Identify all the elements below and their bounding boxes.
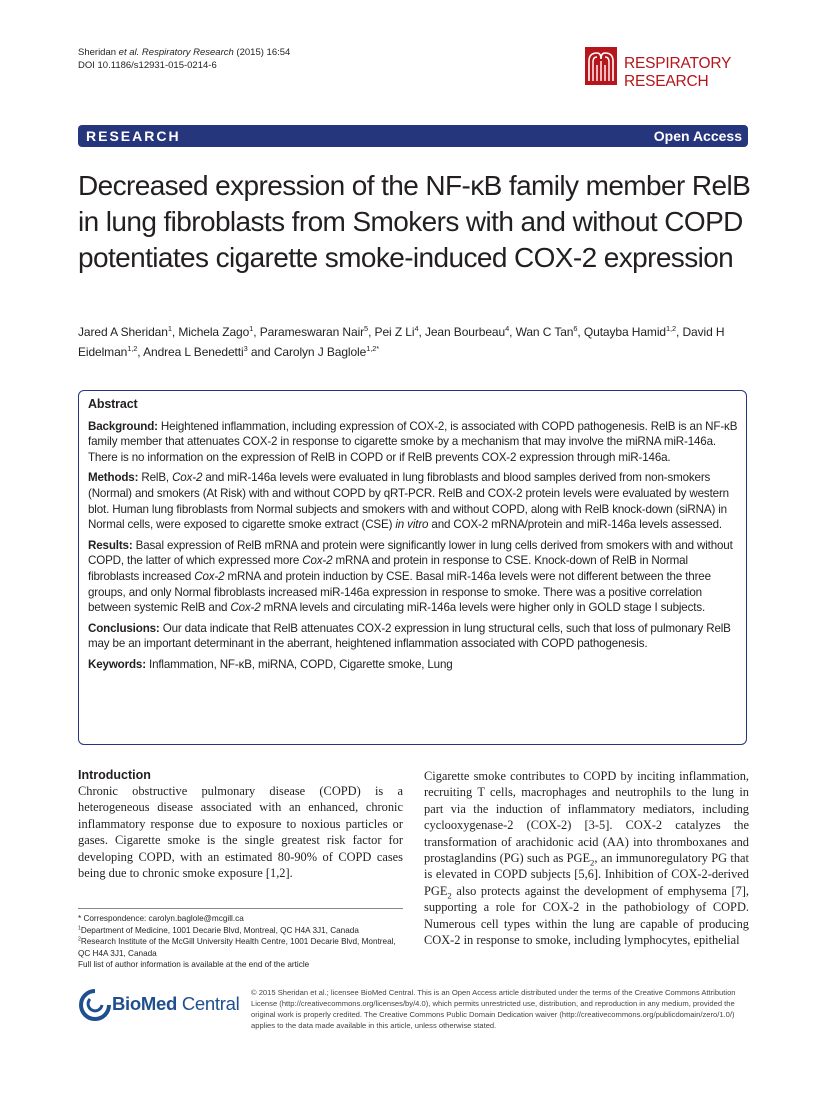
author: Andrea L Benedetti$^3$ — [143, 344, 248, 359]
full-author-info-note: Full list of author information is available at the end of the article — [78, 960, 310, 970]
correspondence: * Correspondence: carolyn.baglole@mcgill.ca — [78, 914, 244, 923]
author-and: and — [250, 345, 271, 359]
journal-logo-icon — [585, 47, 617, 85]
citation-block — [78, 46, 290, 72]
section-band — [78, 125, 748, 147]
author: Qutayba Hamid$^{1,2}$, — [583, 324, 683, 339]
author: Wan C Tan$^6$, — [515, 324, 584, 339]
citation-journal: Respiratory Research — [139, 47, 234, 58]
affiliation-2: $^2$Research Institute of the McGill University Health Centre, 1001 Decarie Blvd, Montreal, QC H4A 3J1, Canada — [78, 936, 396, 958]
abstract-keywords: Keywords: Inflammation, NF-κB, miRNA, COPD, Cigarette smoke, Lung — [88, 657, 453, 671]
author: Pei Z Li$^4$, — [374, 324, 425, 339]
citation-volume: (2015) 16:54 — [233, 47, 291, 58]
journal-logo-line1: RESPIRATORY — [624, 55, 732, 72]
author: David H Eidelman$^{1,2}$, — [78, 325, 725, 359]
introduction-heading: Introduction — [78, 768, 151, 782]
citation-line — [78, 46, 290, 59]
affiliation-1: $^1$Department of Medicine, 1001 Decarie Blvd, Montreal, QC H4A 3J1, Canada — [78, 924, 359, 935]
body-column-right — [424, 768, 749, 948]
publisher-name: BioMed Central — [112, 993, 240, 1014]
section-label: RESEARCH — [86, 128, 181, 144]
author: Jean Bourbeau$^4$, — [424, 324, 516, 339]
author: Michela Zago$^1$, — [178, 324, 260, 339]
author: Jared A Sheridan$^1$, — [78, 324, 179, 339]
biomed-central-icon — [78, 988, 112, 1022]
journal-logo-text — [624, 55, 731, 91]
abstract-heading: Abstract — [88, 397, 138, 411]
abstract-background: Background: Heightened inflammation, including expression of COX-2, is associated with COPD pathogenesis. RelB is an NF-κB family member that attenuates COX-2 in response to cigarette smoke by a mechanism that may involve the miRNA miR-146a. There is no information on the expression of RelB in COPD or if RelB prevents COX-2 expression through miR-146a. — [88, 419, 738, 464]
introduction-paragraph: Chronic obstructive pulmonary disease (COPD) is a heterogeneous disease associated with an enhanced, chronic inflammatory response due to exposure to noxious particles or gases. Cigarette smoke is the single greatest risk factor for developing COPD, with an estimated 80-90% of COPD cases being due to chronic smoke exposure [1,2]. — [78, 784, 403, 881]
article-title: Decreased expression of the NF-κB family member RelB in lung fibroblasts from Smokers with and without COPD potentiates cigarette smoke-induced COX-2 expression — [78, 170, 751, 273]
abstract-box — [78, 390, 747, 745]
footnotes — [78, 913, 408, 971]
doi: DOI 10.1186/s12931-015-0214-6 — [78, 60, 217, 71]
footnote-divider — [78, 908, 403, 909]
license-text: © 2015 Sheridan et al.; licensee BioMed Central. This is an Open Access article distributed under the terms of the Creative Commons Attribution License (http://creativecommons.org/licenses/by/4.0), which permits unrestricted use, distribution, and reproduction in any medium, provided the original work is properly credited. The Creative Commons Public Domain Dedication waiver (http://creativecommons.org/publicdomain/zero/1.0/) applies to the data made available in this article, unless otherwise stated. — [251, 988, 736, 1030]
abstract-results: Results: Basal expression of RelB mRNA and protein were significantly lower in lung cells derived from smokers with and without COPD, the latter of which expressed more Cox-2 mRNA and protein in response to CSE. Knock-down of RelB in Normal fibroblasts increased Cox-2 mRNA and protein induction by CSE. Basal miR-146a levels were not different between the three groups, and only Normal fibroblasts increased miR-146a expression in response to smoke. There was a positive correlation between systemic RelB and Cox-2 mRNA levels and circulating miR-146a levels were higher only in GOLD stage I subjects. — [88, 538, 733, 615]
citation-authors: Sheridan — [78, 47, 119, 58]
open-access-label: Open Access — [653, 128, 742, 144]
author-list — [78, 322, 758, 362]
body-paragraph: Cigarette smoke contributes to COPD by inciting inflammation, recruiting T cells, macrophages and neutrophils to the lung in part via the induction of inflammatory mediators, including cyclooxygenase-2 (COX-2) [3-5]. COX-2 catalyzes the transformation of arachidonic acid (AA) into thromboxanes and prostaglandins (PG) such as $PGE_2$, an immunoregulatory PG that is elevated in COPD subjects [5,6]. Inhibition of COX-2-derived $PGE_2$ also protects against the development of emphysema [7], supporting a role for COX-2 in the pathobiology of COPD. Numerous cell types within the lung are capable of producing COX-2 in response to smoke, including lymphocytes, epithelial — [424, 769, 749, 948]
author: Carolyn J Baglole$^{1,2*}$ — [273, 344, 380, 359]
journal-logo-line2: RESEARCH — [624, 73, 709, 90]
abstract-methods: Methods: RelB, Cox-2 and miR-146a levels were evaluated in lung fibroblasts and blood samples derived from non-smokers (Normal) and smokers (At Risk) with and without COPD by qRT-PCR. RelB and COX-2 protein levels were evaluated by western blot. Human lung fibroblasts from Normal subjects and smokers with and without COPD, along with RelB knock-down (siRNA) in Normal cells, were exposed to cigarette smoke extract (CSE) in vitro and COX-2 mRNA/protein and miR-146a levels assessed. — [88, 471, 729, 532]
author: Parameswaran Nair$^5$, — [259, 324, 375, 339]
body-column-left — [78, 768, 403, 881]
citation-etal: et al. — [118, 47, 140, 58]
abstract-conclusions: Conclusions: Our data indicate that RelB attenuates COX-2 expression in lung structural cells, such that loss of pulmonary RelB may be an important determinant in the aberrant, heightened inflammation associated with COPD pathogenesis. — [88, 621, 731, 651]
